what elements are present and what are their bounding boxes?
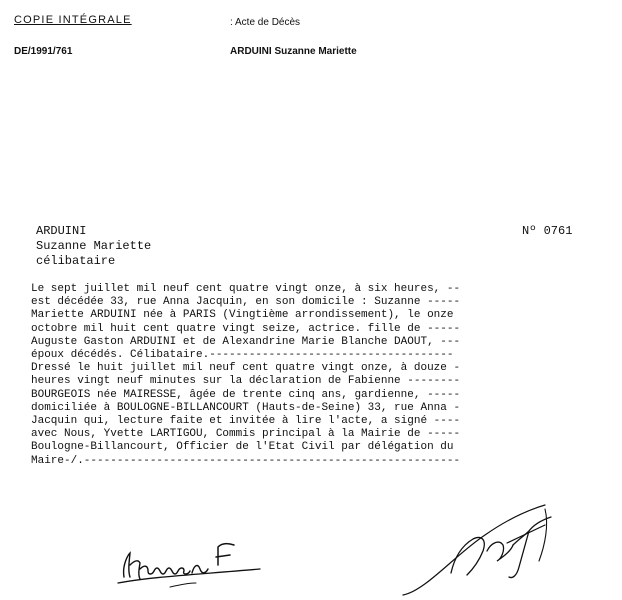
- body-line: avec Nous, Yvette LARTIGOU, Commis principal à la Mairie de -----: [31, 428, 461, 441]
- record-number: Nº 0761: [522, 224, 573, 238]
- person-name: ARDUINI Suzanne Mariette: [230, 46, 357, 57]
- body-line: BOURGEOIS née MAIRESSE, âgée de trente cinq ans, gardienne, -----: [31, 388, 461, 401]
- body-line: Dressé le huit juillet mil neuf cent quatre vingt onze, à douze -: [31, 362, 461, 375]
- copy-label: COPIE INTÉGRALE: [14, 14, 132, 26]
- body-line: domiciliée à BOULOGNE-BILLANCOURT (Hauts-de-Seine) 33, rue Anna -: [31, 401, 461, 414]
- record-marital-status: célibataire: [36, 254, 116, 268]
- act-body: [31, 283, 611, 468]
- body-line: est décédée 33, rue Anna Jacquin, en son domicile : Suzanne -----: [31, 296, 461, 309]
- body-line: Le sept juillet mil neuf cent quatre vingt onze, à six heures, --: [31, 283, 461, 295]
- document-reference: DE/1991/761: [14, 46, 73, 57]
- officer-signature: [395, 495, 575, 600]
- body-line: heures vingt neuf minutes sur la déclaration de Fabienne --------: [31, 375, 461, 388]
- body-line: Boulogne-Billancourt, Officier de l'Etat Civil par délégation du: [31, 441, 454, 454]
- body-line: Auguste Gaston ARDUINI et de Alexandrine Marie Blanche DAOUT, ---: [31, 335, 461, 348]
- body-line: Maire-/.---------------------------------------------------------: [31, 454, 461, 467]
- record-surname: ARDUINI: [36, 224, 87, 238]
- body-line: époux décédés. Célibataire.-------------------------------------: [31, 349, 454, 362]
- act-type: : Acte de Décès: [230, 17, 301, 28]
- declarant-signature: [110, 525, 270, 595]
- body-line: Mariette ARDUINI née à PARIS (Vingtième arrondissement), le onze: [31, 309, 454, 322]
- record-given-names: Suzanne Mariette: [36, 239, 152, 253]
- body-line: octobre mil huit cent quatre vingt seize, actrice. fille de -----: [31, 322, 461, 335]
- body-line: Jacquin qui, lecture faite et invitée à lire l'acte, a signé ----: [31, 415, 461, 428]
